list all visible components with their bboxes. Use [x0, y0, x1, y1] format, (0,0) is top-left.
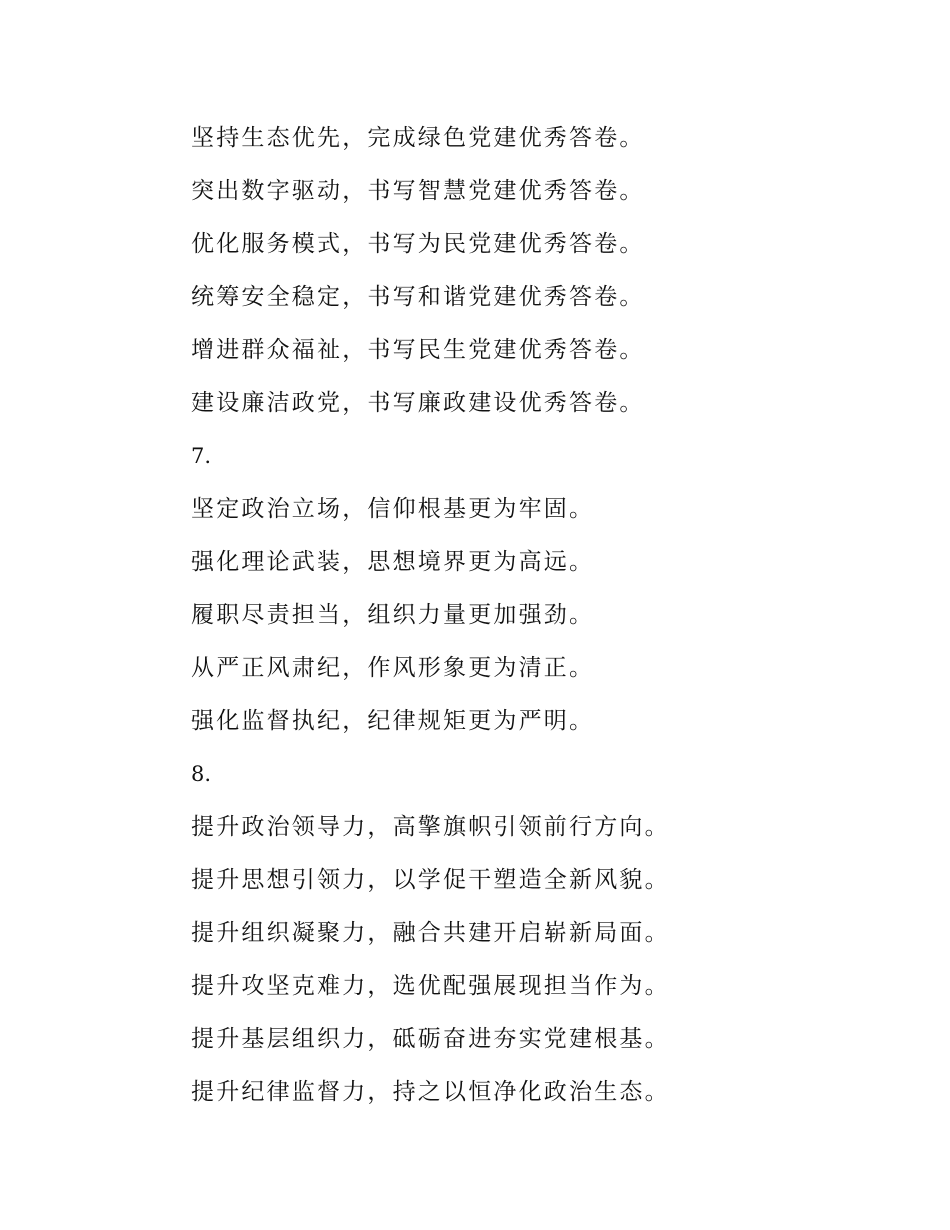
section-number: 7.: [191, 444, 212, 468]
text-line: 突出数字驱动，书写智慧党建优秀答卷。: [191, 178, 645, 204]
text-line: 优化服务模式，书写为民党建优秀答卷。: [191, 231, 645, 257]
text-line: 坚定政治立场，信仰根基更为牢固。: [191, 496, 595, 522]
text-line: 统筹安全稳定，书写和谐党建优秀答卷。: [191, 284, 645, 310]
text-line: 提升基层组织力，砥砺奋进夯实党建根基。: [191, 1026, 670, 1052]
section-number: 8.: [191, 762, 212, 786]
text-line: 强化理论武装，思想境界更为高远。: [191, 549, 595, 575]
text-line: 强化监督执纪，纪律规矩更为严明。: [191, 708, 595, 734]
text-line: 坚持生态优先，完成绿色党建优秀答卷。: [191, 125, 645, 151]
document-body: [191, 112, 891, 1119]
text-line: 履职尽责担当，组织力量更加强劲。: [191, 602, 595, 628]
text-line: 从严正风肃纪，作风形象更为清正。: [191, 655, 595, 681]
text-line: 建设廉洁政党，书写廉政建设优秀答卷。: [191, 390, 645, 416]
text-line: 提升攻坚克难力，选优配强展现担当作为。: [191, 973, 670, 999]
text-line: 提升纪律监督力，持之以恒净化政治生态。: [191, 1079, 670, 1105]
text-line: 提升组织凝聚力，融合共建开启崭新局面。: [191, 920, 670, 946]
text-line: 提升政治领导力，高擎旗帜引领前行方向。: [191, 814, 670, 840]
text-line: 增进群众福祉，书写民生党建优秀答卷。: [191, 337, 645, 363]
text-line: 提升思想引领力，以学促干塑造全新风貌。: [191, 867, 670, 893]
